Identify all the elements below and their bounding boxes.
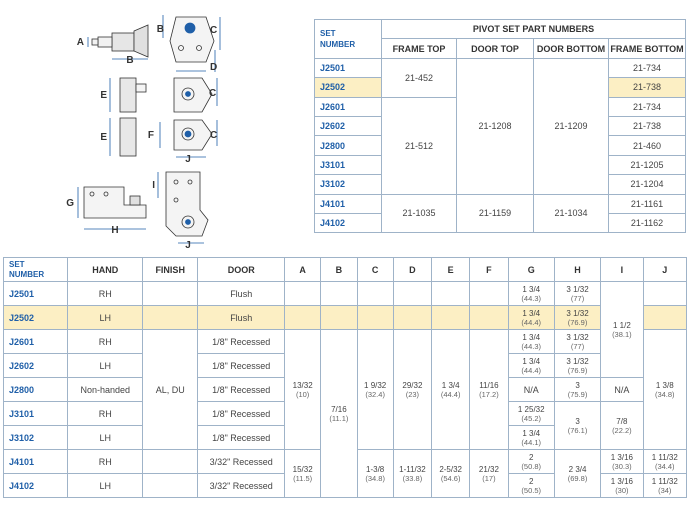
g-cell: 1 3/4 (44.4) bbox=[508, 354, 554, 378]
h-cell: 3 1/32 (76.9) bbox=[554, 306, 600, 330]
spec-col-hand: HAND bbox=[68, 258, 143, 282]
pivot-cell: 21-738 bbox=[609, 78, 686, 97]
spec-header-row bbox=[4, 258, 687, 282]
hand-cell: RH bbox=[68, 282, 143, 306]
pivot-cell: 21-1204 bbox=[609, 175, 686, 194]
pivot-cell: 21-734 bbox=[609, 97, 686, 116]
pivot-cell: 21-452 bbox=[382, 58, 457, 97]
table-row bbox=[4, 330, 687, 354]
dim-label-i: I bbox=[152, 180, 155, 191]
a-cell: 15/32 (11.5) bbox=[285, 450, 321, 498]
spec-set-header: SET NUMBER bbox=[4, 258, 68, 282]
pivot-cell: 21-1159 bbox=[457, 194, 534, 233]
door-cell: 1/8" Recessed bbox=[198, 426, 285, 450]
i-cell: 1 1/2 (38.1) bbox=[601, 282, 643, 378]
f-cell bbox=[470, 282, 508, 306]
pivot-col-door-bottom: DOOR BOTTOM bbox=[534, 39, 609, 58]
pivot-set-cell: J2501 bbox=[315, 58, 382, 77]
dim-label-c: C bbox=[210, 25, 218, 36]
door-cell: 3/32" Recessed bbox=[198, 474, 285, 498]
dim-label-c3: C bbox=[210, 130, 218, 141]
i-cell: 1 3/16 (30) bbox=[601, 474, 643, 498]
pivot-set-cell: J2602 bbox=[315, 116, 382, 135]
g-cell: 1 25/32 (45.2) bbox=[508, 402, 554, 426]
pivot-set-cell: J2502 bbox=[315, 78, 382, 97]
spec-col-f: F bbox=[470, 258, 508, 282]
spec-col-d: D bbox=[393, 258, 431, 282]
h-cell: 3 (76.1) bbox=[554, 402, 600, 450]
h-cell: 3 1/32 (76.9) bbox=[554, 354, 600, 378]
table-row bbox=[4, 306, 687, 330]
dim-label-f: F bbox=[147, 130, 154, 141]
door-cell: 1/8" Recessed bbox=[198, 330, 285, 354]
i-cell: N/A bbox=[601, 378, 643, 402]
table-row bbox=[4, 282, 687, 306]
pivot-col-frame-top: FRAME TOP bbox=[382, 39, 457, 58]
dim-label-j2: J bbox=[185, 240, 191, 250]
e-cell bbox=[432, 306, 470, 330]
pin-shaft bbox=[98, 37, 112, 47]
g-cell: 2 (50.8) bbox=[508, 450, 554, 474]
pivot-set-part-numbers-table bbox=[314, 19, 686, 233]
h-cell: 3 (75.9) bbox=[554, 378, 600, 402]
dimension-spec-table bbox=[3, 257, 687, 498]
pin-tip bbox=[92, 39, 98, 45]
h-cell: 2 3/4 (69.8) bbox=[554, 450, 600, 498]
pivot-cell: 21-1035 bbox=[382, 194, 457, 233]
door-bottom-side bbox=[120, 118, 136, 156]
dim-label-d: D bbox=[210, 62, 218, 73]
i-cell: 7/8 (22.2) bbox=[601, 402, 643, 450]
a-cell: 13/32 (10) bbox=[285, 330, 321, 450]
g-cell: 1 3/4 (44.1) bbox=[508, 426, 554, 450]
dim-label-g: G bbox=[66, 198, 74, 209]
j-cell: 1 11/32 (34.4) bbox=[643, 450, 686, 474]
g-cell: 1 3/4 (44.3) bbox=[508, 282, 554, 306]
hand-cell: LH bbox=[68, 354, 143, 378]
h-cell: 3 1/32 (77) bbox=[554, 330, 600, 354]
pivot-col-frame-bottom: FRAME BOTTOM bbox=[609, 39, 686, 58]
door-cell: 1/8" Recessed bbox=[198, 378, 285, 402]
spec-col-j: J bbox=[643, 258, 686, 282]
pivot-cell: 21-1161 bbox=[609, 194, 686, 213]
spec-col-h: H bbox=[554, 258, 600, 282]
hand-cell: LH bbox=[68, 426, 143, 450]
door-bottom-face bbox=[174, 120, 212, 150]
finish-cell bbox=[143, 474, 198, 498]
hand-cell: LH bbox=[68, 306, 143, 330]
pivot-set-cell: J3101 bbox=[315, 155, 382, 174]
c-cell bbox=[357, 306, 393, 330]
finish-cell: AL, DU bbox=[143, 330, 198, 450]
g-cell: N/A bbox=[508, 378, 554, 402]
b-cell bbox=[321, 306, 357, 330]
pivot-col-door-top: DOOR TOP bbox=[457, 39, 534, 58]
hand-cell: RH bbox=[68, 330, 143, 354]
b-cell: 7/16 (11.1) bbox=[321, 330, 357, 498]
d-cell bbox=[393, 306, 431, 330]
d-cell bbox=[393, 282, 431, 306]
hand-cell: RH bbox=[68, 402, 143, 426]
pivot-cell: 21-460 bbox=[609, 136, 686, 155]
pivot-cell: 21-738 bbox=[609, 116, 686, 135]
e-cell: 2-5/32 (54.6) bbox=[432, 450, 470, 498]
pivot-set-cell: J4101 bbox=[315, 194, 382, 213]
spec-set-cell: J2800 bbox=[4, 378, 68, 402]
j-cell bbox=[643, 282, 686, 306]
c-cell bbox=[357, 282, 393, 306]
door-top-face bbox=[174, 78, 212, 112]
door-cell: Flush bbox=[198, 306, 285, 330]
spec-set-cell: J4101 bbox=[4, 450, 68, 474]
pin-body bbox=[112, 33, 134, 51]
g-cell: 2 (50.5) bbox=[508, 474, 554, 498]
a-cell bbox=[285, 306, 321, 330]
pivot-cell: 21-1209 bbox=[534, 58, 609, 194]
c-cell: 1-3/8 (34.8) bbox=[357, 450, 393, 498]
dim-label-j: J bbox=[185, 154, 191, 165]
f-cell: 21/32 (17) bbox=[470, 450, 508, 498]
spec-set-cell: J3102 bbox=[4, 426, 68, 450]
e-cell bbox=[432, 282, 470, 306]
dim-label-b: B bbox=[156, 24, 164, 35]
hand-cell: Non-handed bbox=[68, 378, 143, 402]
door-cell: 1/8" Recessed bbox=[198, 354, 285, 378]
finish-cell bbox=[143, 450, 198, 474]
pivot-cell: 21-1208 bbox=[457, 58, 534, 194]
pivot-title: PIVOT SET PART NUMBERS bbox=[382, 20, 686, 39]
spec-set-cell: J2502 bbox=[4, 306, 68, 330]
pivot-dimension-diagram bbox=[0, 0, 310, 250]
spec-col-a: A bbox=[285, 258, 321, 282]
dim-label-e: E bbox=[100, 90, 107, 101]
spec-set-cell: J2601 bbox=[4, 330, 68, 354]
frame-bottom-face bbox=[166, 172, 208, 236]
dim-label-h: H bbox=[111, 225, 119, 236]
spec-col-i: I bbox=[601, 258, 643, 282]
spec-set-cell: J2602 bbox=[4, 354, 68, 378]
pivot-cell: 21-1162 bbox=[609, 213, 686, 232]
pivot-cell: 21-734 bbox=[609, 58, 686, 77]
d-cell: 1-11/32 (33.8) bbox=[393, 450, 431, 498]
door-top-side bbox=[120, 78, 136, 112]
pivot-set-header: SET NUMBER bbox=[315, 20, 382, 59]
pivot-cell: 21-1034 bbox=[534, 194, 609, 233]
e-cell: 1 3/4 (44.4) bbox=[432, 330, 470, 450]
pivot-set-cell: J2601 bbox=[315, 97, 382, 116]
j-cell: 1 3/8 (34.8) bbox=[643, 330, 686, 450]
b-cell bbox=[321, 282, 357, 306]
hand-cell: LH bbox=[68, 474, 143, 498]
pivot-cell: 21-1205 bbox=[609, 155, 686, 174]
spec-col-g: G bbox=[508, 258, 554, 282]
door-cell: Flush bbox=[198, 282, 285, 306]
finish-cell bbox=[143, 282, 198, 306]
spec-col-door: DOOR bbox=[198, 258, 285, 282]
g-cell: 1 3/4 (44.3) bbox=[508, 330, 554, 354]
spec-col-c: C bbox=[357, 258, 393, 282]
g-cell: 1 3/4 (44.4) bbox=[508, 306, 554, 330]
pin-head bbox=[134, 25, 148, 57]
c-cell: 1 9/32 (32.4) bbox=[357, 330, 393, 450]
table-row bbox=[315, 58, 686, 77]
spec-col-e: E bbox=[432, 258, 470, 282]
dim-label-e2: E bbox=[100, 132, 107, 143]
pivot-set-cell: J4102 bbox=[315, 213, 382, 232]
d-cell: 29/32 (23) bbox=[393, 330, 431, 450]
h-cell: 3 1/32 (77) bbox=[554, 282, 600, 306]
f-cell: 11/16 (17.2) bbox=[470, 330, 508, 450]
dim-label-b2: B bbox=[126, 55, 134, 66]
door-cell: 3/32" Recessed bbox=[198, 450, 285, 474]
j-cell bbox=[643, 306, 686, 330]
j-cell: 1 11/32 (34) bbox=[643, 474, 686, 498]
pivot-set-cell: J3102 bbox=[315, 175, 382, 194]
spec-set-cell: J2501 bbox=[4, 282, 68, 306]
door-cell: 1/8" Recessed bbox=[198, 402, 285, 426]
i-cell: 1 3/16 (30.3) bbox=[601, 450, 643, 474]
hand-cell: RH bbox=[68, 450, 143, 474]
spec-set-cell: J3101 bbox=[4, 402, 68, 426]
dim-label-a: A bbox=[76, 37, 84, 48]
a-cell bbox=[285, 282, 321, 306]
f-cell bbox=[470, 306, 508, 330]
spec-col-finish: FINISH bbox=[143, 258, 198, 282]
table-row bbox=[315, 194, 686, 213]
dim-label-c2: C bbox=[209, 88, 217, 99]
spec-set-cell: J4102 bbox=[4, 474, 68, 498]
finish-cell bbox=[143, 306, 198, 330]
pivot-cell: 21-512 bbox=[382, 97, 457, 194]
spec-col-b: B bbox=[321, 258, 357, 282]
pivot-set-cell: J2800 bbox=[315, 136, 382, 155]
